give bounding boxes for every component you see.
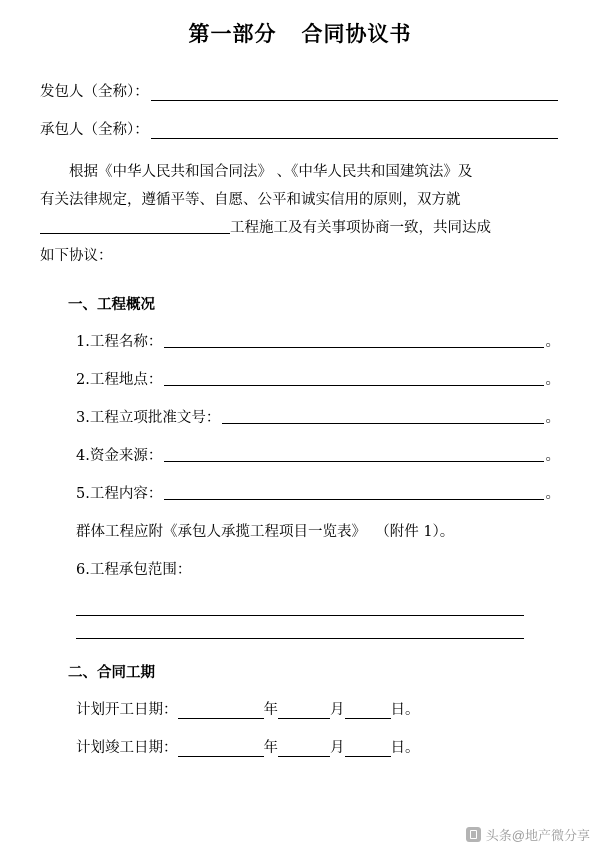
- completion-date-day-unit: 日。: [390, 739, 420, 756]
- attachment-note: 群体工程应附《承包人承揽工程项目一览表》 （附件 1）。: [76, 523, 455, 540]
- completion-date-year-unit: 年: [263, 739, 278, 756]
- preamble-line-3-text: 工程施工及有关事项协商一致，共同达成: [230, 220, 491, 237]
- field-label-approval-number: 3.工程立项批准文号：: [76, 409, 221, 426]
- preamble-line-3: [40, 214, 560, 242]
- start-date-month-unit: 月: [330, 701, 345, 718]
- field-label-project-content: 5.工程内容：: [76, 485, 163, 502]
- field-project-content: [40, 482, 560, 503]
- party-row-contractor: [40, 120, 560, 142]
- field-label-project-name: 1.工程名称：: [76, 333, 163, 350]
- project-name-fill-line[interactable]: [40, 219, 230, 234]
- field-label-funding-source: 4.资金来源：: [76, 447, 163, 464]
- field-planned-completion-date: [40, 736, 560, 757]
- field-tail-funding-source: 。: [545, 447, 560, 464]
- field-label-contract-scope: 6.工程承包范围：: [76, 561, 192, 578]
- toutiao-logo-icon: [466, 827, 481, 842]
- field-fill-project-name[interactable]: [164, 333, 543, 348]
- section-heading-two: 二、合同工期: [68, 663, 155, 681]
- watermark-text: 头条@地产微分享: [485, 828, 590, 843]
- page-title: 第一部分 合同协议书: [188, 21, 412, 46]
- completion-date-day-fill[interactable]: [345, 742, 391, 757]
- field-funding-source: [40, 444, 560, 465]
- field-fill-project-content[interactable]: [164, 485, 543, 500]
- start-date-day-unit: 日。: [390, 701, 420, 718]
- field-project-name: [40, 330, 560, 351]
- field-tail-project-location: 。: [545, 371, 560, 388]
- start-date-month-fill[interactable]: [278, 704, 330, 719]
- party-label-employer: 发包人（全称）：: [40, 84, 149, 100]
- field-fill-funding-source[interactable]: [164, 447, 543, 462]
- party-fill-line-contractor[interactable]: [151, 124, 558, 139]
- field-label-project-location: 2.工程地点：: [76, 371, 163, 388]
- completion-date-month-unit: 月: [330, 739, 345, 756]
- document-page: [0, 18, 600, 852]
- field-fill-approval-number[interactable]: [222, 409, 543, 424]
- field-fill-contract-scope-line-2[interactable]: [76, 616, 524, 639]
- field-tail-project-name: 。: [545, 333, 560, 350]
- party-label-contractor: 承包人（全称）：: [40, 121, 149, 138]
- completion-date-month-fill[interactable]: [278, 742, 330, 757]
- preamble-line-1: 根据《中华人民共和国合同法》 、《中华人民共和国建筑法》及: [69, 163, 473, 180]
- section-heading-one: 一、工程概况: [68, 295, 155, 313]
- field-label-planned-start-date: 计划开工日期：: [76, 701, 178, 718]
- preamble-line-4: 如下协议：: [40, 248, 113, 265]
- start-date-day-fill[interactable]: [345, 704, 391, 719]
- start-date-year-unit: 年: [263, 701, 278, 718]
- field-fill-project-location[interactable]: [164, 371, 543, 386]
- field-fill-contract-scope-line-1[interactable]: [76, 593, 524, 616]
- completion-date-year-fill[interactable]: [178, 742, 264, 757]
- field-label-planned-completion-date: 计划竣工日期：: [76, 739, 178, 756]
- watermark: [466, 825, 590, 844]
- preamble-line-2: 有关法律规定，遵循平等、自愿、公平和诚实信用的原则，双方就: [40, 191, 461, 208]
- field-planned-start-date: [40, 698, 560, 719]
- start-date-year-fill[interactable]: [178, 704, 264, 719]
- field-project-location: [40, 368, 560, 389]
- field-approval-number: [40, 406, 560, 427]
- field-tail-project-content: 。: [545, 485, 560, 502]
- field-tail-approval-number: 。: [545, 409, 560, 426]
- party-fill-line-employer[interactable]: [151, 86, 558, 101]
- party-row-employer: [40, 82, 560, 104]
